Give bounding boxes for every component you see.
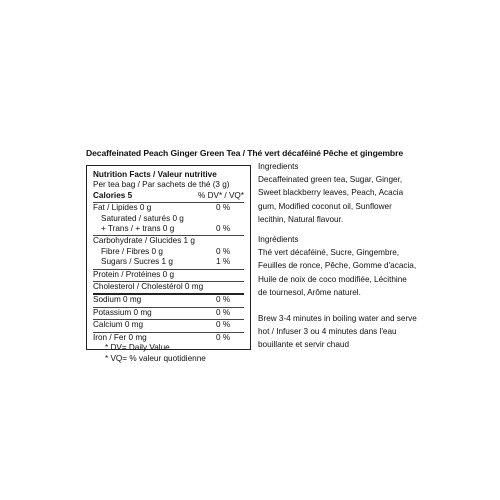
brewing-instructions: Brew 3-4 minutes in boiling water and serve hot / Infuser 3 ou 4 minutes dans l'eau bouillante et servir chaud [258,314,417,350]
nutrient-pct: 1 % [216,257,231,267]
ingredients-en-heading: Ingredients [258,162,299,171]
nutrition-heading: Nutrition Facts / Valeur nutritive [93,170,217,179]
nutrient-label: Calcium 0 mg [93,320,144,330]
nutrient-label: Iron / Fer 0 mg [93,332,147,342]
ingredients-en-text: Decaffeinated green tea, Sugar, Ginger, Sweet blackberry leaves, Peach, Acacia gum, Modified coconut oil, Sunflower lecithin, Natural flavour. [258,175,404,224]
nutrient-label: Protein / Protéines 0 g [93,269,175,279]
nutrient-label: Carbohydrate / Glucides 1 g [93,236,195,246]
calories-row [93,191,244,201]
nutrient-pct: 0 % [216,295,231,305]
nutrition-facts-table [86,165,251,363]
nutrient-pct: 0 % [216,224,231,234]
nutrient-row-carbohydrate [93,236,244,246]
nutrient-row-cholesterol [93,282,244,292]
dv-header: % DV* / VQ* [198,190,244,200]
serving-size: Per tea bag / Par sachets de thé (3 g) [93,180,230,190]
ingredients-panel [258,160,418,352]
nutrient-label: Fat / Lipides 0 g [93,203,152,213]
footnote-vq: * VQ= % valeur quotidienne [105,353,206,363]
nutrient-pct: 0 % [216,307,231,317]
nutrient-pct: 0 % [216,246,231,256]
nutrient-label: Saturated / saturés 0 g [101,213,184,223]
nutrient-row-potassium [93,308,244,318]
nutrient-row-fibre [93,247,244,257]
nutrient-pct: 0 % [216,203,231,213]
nutrient-label: Sodium 0 mg [93,295,142,305]
ingredients-fr-text: Thé vert décaféiné, Sucre, Gingembre, Feuilles de ronce, Pêche, Gomme d'acacia, Huile de noix de coco modifiée, Lécithine de tournesol, Arôme naturel. [258,248,417,297]
nutrient-label: Cholesterol / Cholestérol 0 mg [93,282,204,292]
nutrient-row-trans [93,224,244,234]
nutrient-label: Sugars / Sucres 1 g [101,257,173,267]
product-title: Decaffeinated Peach Ginger Green Tea / Thé vert décaféiné Pêche et gingembre [86,148,404,158]
nutrient-pct: 0 % [216,332,231,342]
nutrient-row-fat [93,203,244,213]
ingredients-fr-heading: Ingrédients [258,235,299,245]
nutrient-pct: 0 % [216,320,231,330]
nutrient-row-saturated [93,214,244,224]
nutrient-row-calcium [93,320,244,330]
nutrient-row-sodium [93,295,244,305]
nutrient-row-protein [93,270,244,280]
nutrient-row-sugars [93,257,244,267]
calories-label: Calories 5 [93,190,133,200]
nutrient-label: Fibre / Fibres 0 g [101,246,163,256]
footnote-dv: * DV= Daily Value [105,343,170,353]
nutrient-label: Potassium 0 mg [93,307,152,317]
nutrient-label: + Trans / + trans 0 g [101,224,175,234]
nutrient-row-iron [93,333,244,343]
